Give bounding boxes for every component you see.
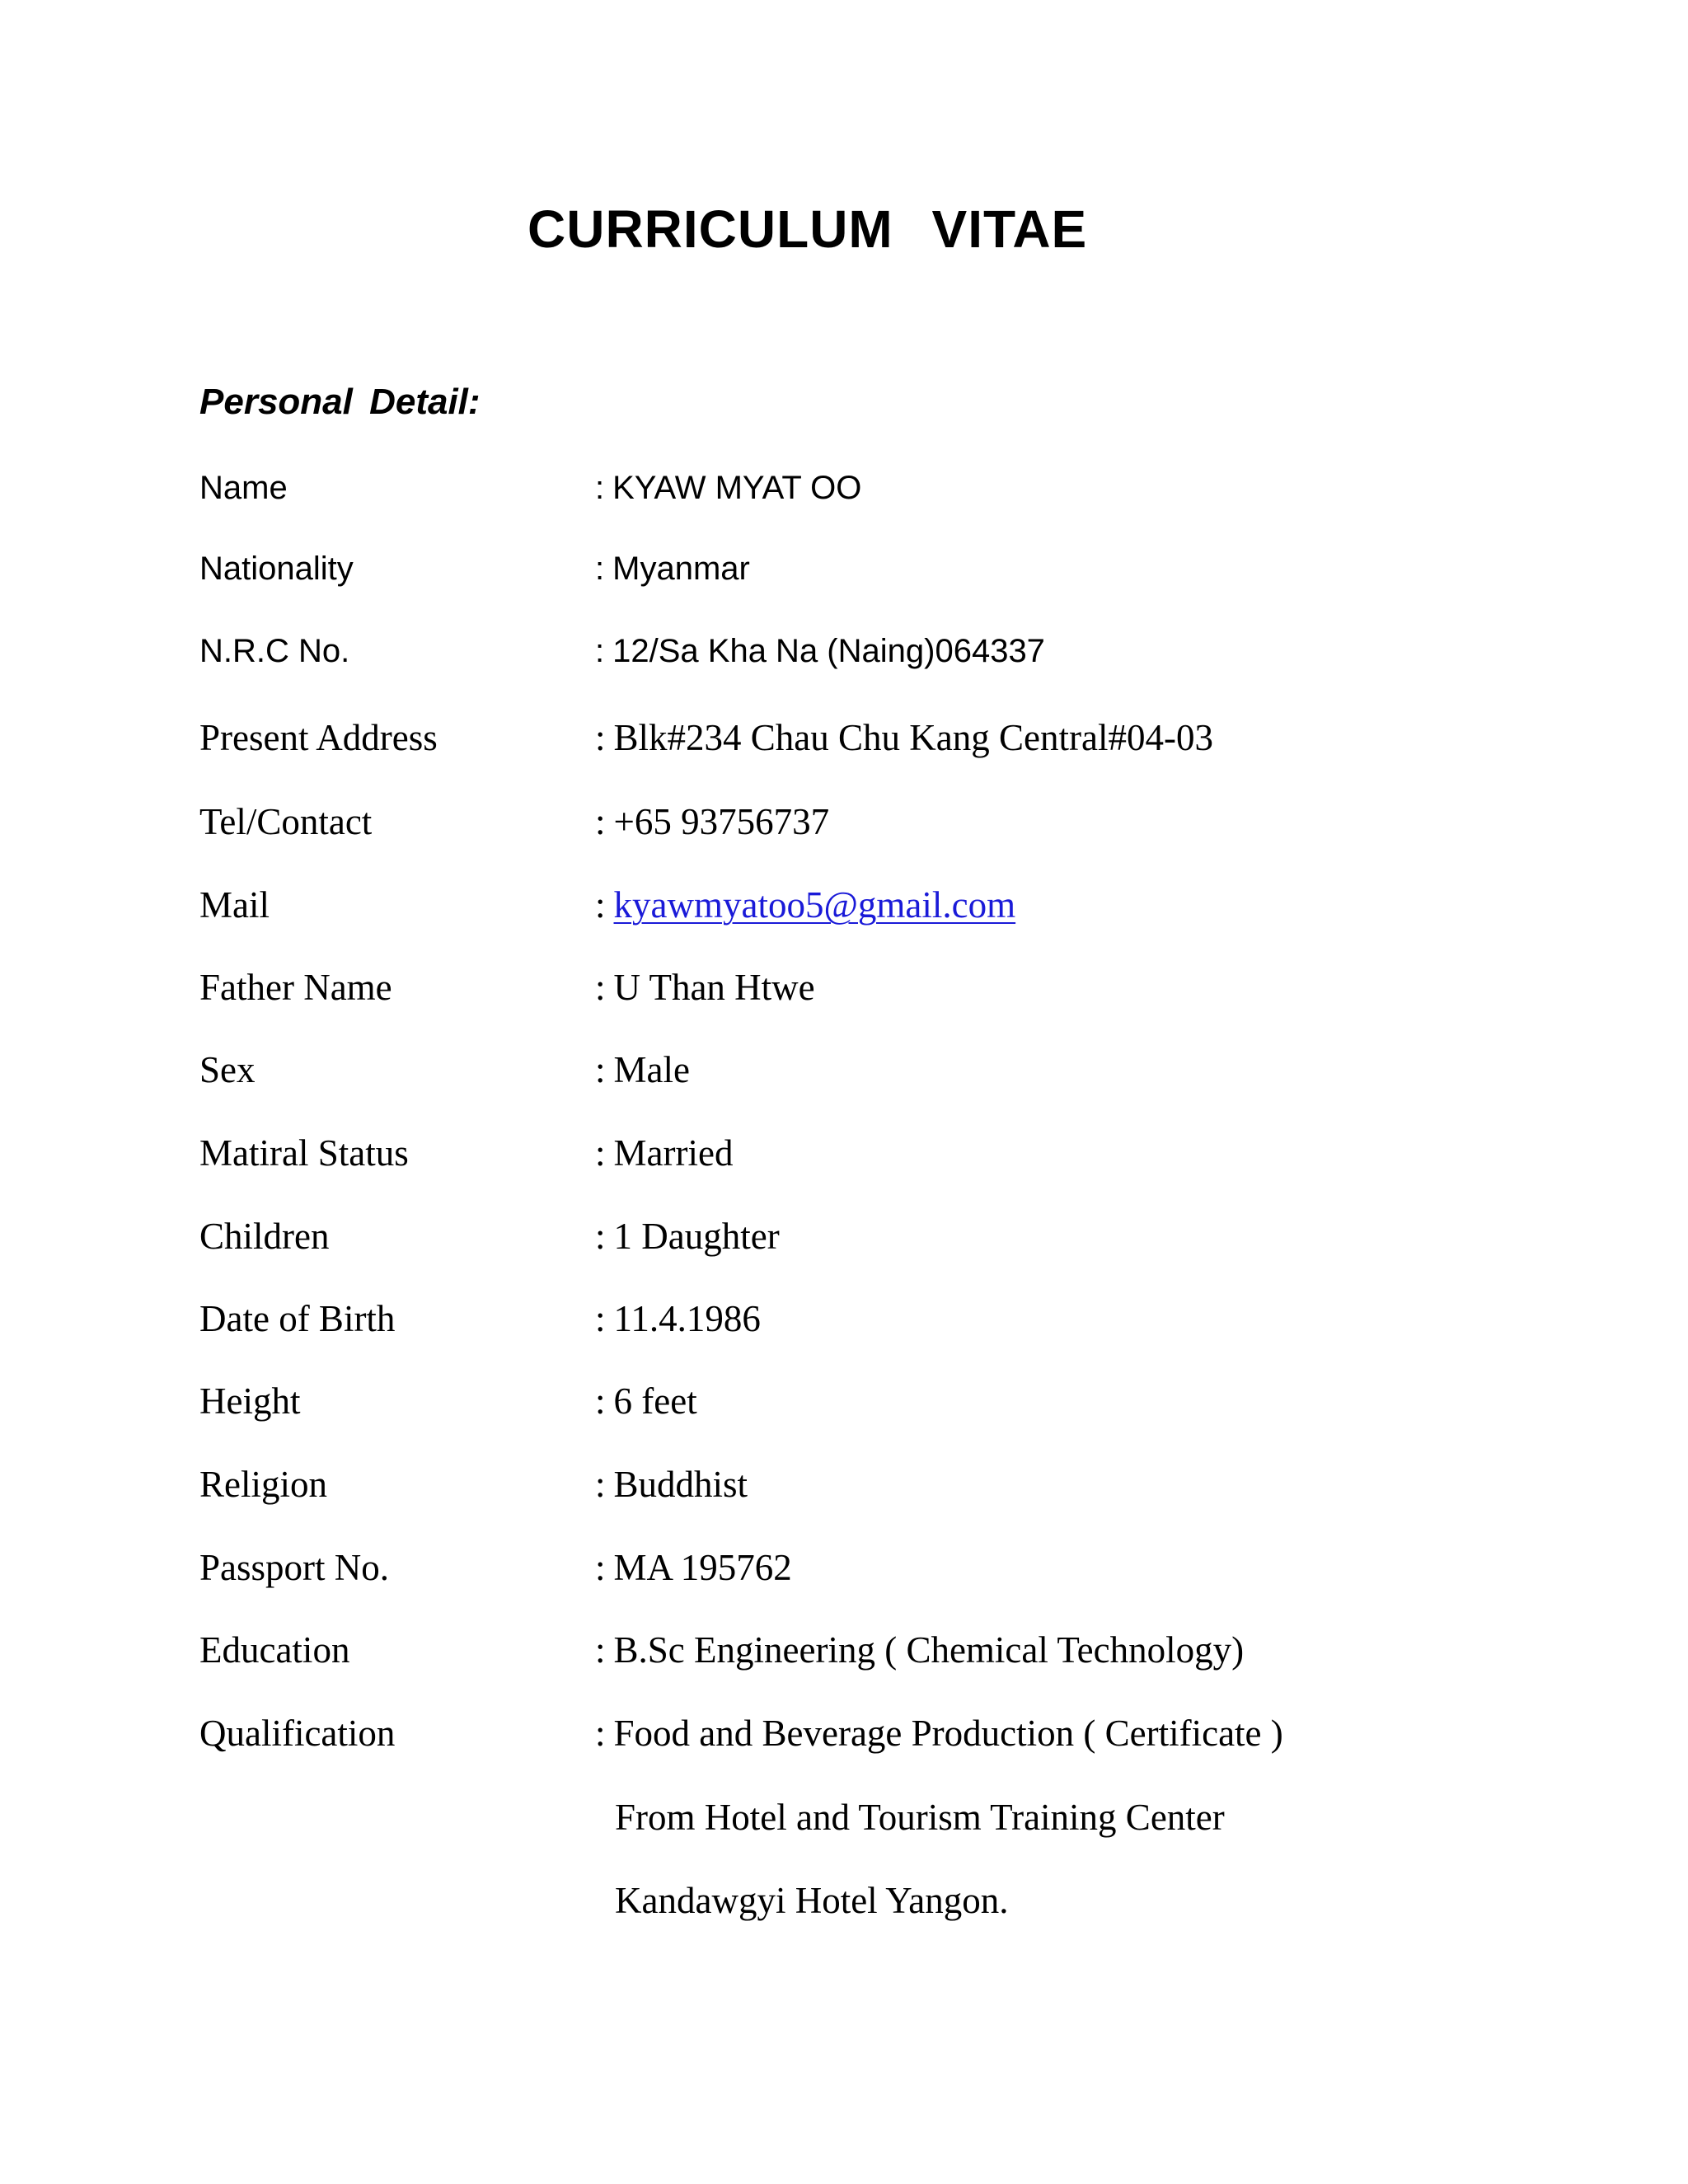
field-value-father <box>595 969 815 1006</box>
field-label-dob: Date of Birth <box>199 1298 396 1339</box>
field-separator: : <box>595 1547 606 1588</box>
field-value-marital-text: Married <box>613 1132 734 1174</box>
field-value-height <box>595 1380 697 1422</box>
field-separator: : <box>595 1298 606 1339</box>
field-separator: : <box>595 1216 606 1257</box>
field-value-nrc <box>595 635 1045 668</box>
field-value-nrc-text: 12/Sa Kha Na (Naing)064337 <box>612 633 1045 669</box>
field-value-address <box>595 719 1213 757</box>
field-row-address <box>199 719 1485 769</box>
field-value-name-text: KYAW MYAT OO <box>612 470 862 506</box>
field-row-qualification <box>199 1715 1485 1765</box>
field-row-mail <box>199 884 1485 936</box>
field-label-father: Father Name <box>199 967 392 1008</box>
field-label-address: Present Address <box>199 717 438 758</box>
field-value-name <box>595 471 861 504</box>
field-label-qualification: Qualification <box>199 1713 396 1754</box>
field-row-tel <box>199 801 1485 853</box>
field-separator: : <box>595 1464 606 1505</box>
field-row-dob <box>199 1298 1485 1350</box>
field-value-passport-text: MA 195762 <box>613 1547 792 1588</box>
field-row-nationality <box>199 552 1485 602</box>
field-label-religion: Religion <box>199 1464 327 1505</box>
field-row-religion <box>199 1466 1485 1516</box>
field-value-education <box>595 1629 1245 1671</box>
field-row-nrc <box>199 635 1485 684</box>
field-label-passport: Passport No. <box>199 1547 390 1588</box>
field-label-tel: Tel/Contact <box>199 801 373 842</box>
field-separator: : <box>595 551 605 587</box>
field-value-nationality <box>595 552 750 585</box>
field-separator: : <box>595 1132 606 1174</box>
field-separator: : <box>595 884 606 926</box>
field-label-sex: Sex <box>199 1049 256 1090</box>
field-row-father <box>199 969 1485 1019</box>
field-label-children: Children <box>199 1216 330 1257</box>
field-row-height <box>199 1380 1485 1432</box>
field-value-sex-text: Male <box>613 1049 690 1090</box>
field-value-mail <box>595 884 1016 926</box>
field-value-tel <box>595 801 830 842</box>
field-value-marital <box>595 1132 734 1174</box>
field-separator: : <box>595 470 605 506</box>
qualification-continuation-line: Kandawgyi Hotel Yangon. <box>615 1880 1009 1921</box>
document-title: CURRICULUM VITAE <box>528 199 1088 259</box>
field-separator: : <box>595 633 605 669</box>
field-row-sex <box>199 1049 1485 1101</box>
field-value-qualification-text: Food and Beverage Production ( Certificate ) <box>613 1713 1283 1754</box>
field-label-name: Name <box>199 470 288 506</box>
field-label-nationality: Nationality <box>199 551 354 587</box>
personal-detail-heading: Personal Detail: <box>199 382 481 422</box>
field-row-education <box>199 1629 1485 1681</box>
field-value-children-text: 1 Daughter <box>613 1216 780 1257</box>
field-value-address-text: Blk#234 Chau Chu Kang Central#04-03 <box>613 717 1213 758</box>
field-label-nrc: N.R.C No. <box>199 633 350 669</box>
field-value-qualification <box>595 1715 1283 1752</box>
field-separator: : <box>595 1629 606 1671</box>
field-value-sex <box>595 1049 690 1090</box>
field-separator: : <box>595 801 606 842</box>
email-link[interactable]: kyawmyatoo5@gmail.com <box>613 884 1016 926</box>
field-separator: : <box>595 967 606 1008</box>
field-row-marital <box>199 1132 1485 1184</box>
field-label-mail: Mail <box>199 884 270 926</box>
field-row-passport <box>199 1549 1485 1599</box>
field-value-dob-text: 11.4.1986 <box>613 1298 761 1339</box>
field-value-passport <box>595 1549 792 1586</box>
field-row-name <box>199 471 1485 521</box>
field-value-height-text: 6 feet <box>613 1380 697 1422</box>
field-separator: : <box>595 1713 606 1754</box>
field-separator: : <box>595 1380 606 1422</box>
field-value-father-text: U Than Htwe <box>613 967 815 1008</box>
field-label-education: Education <box>199 1629 350 1671</box>
field-value-children <box>595 1218 780 1255</box>
field-row-children <box>199 1218 1485 1268</box>
field-value-education-text: B.Sc Engineering ( Chemical Technology) <box>613 1629 1245 1671</box>
field-value-religion-text: Buddhist <box>613 1464 748 1505</box>
field-value-dob <box>595 1298 761 1339</box>
field-value-tel-text: +65 93756737 <box>613 801 830 842</box>
field-value-religion <box>595 1466 748 1503</box>
field-value-nationality-text: Myanmar <box>612 551 750 587</box>
field-separator: : <box>595 1049 606 1090</box>
field-separator: : <box>595 717 606 758</box>
field-label-height: Height <box>199 1380 301 1422</box>
field-label-marital: Matiral Status <box>199 1132 409 1174</box>
qualification-continuation-line: From Hotel and Tourism Training Center <box>615 1797 1225 1838</box>
